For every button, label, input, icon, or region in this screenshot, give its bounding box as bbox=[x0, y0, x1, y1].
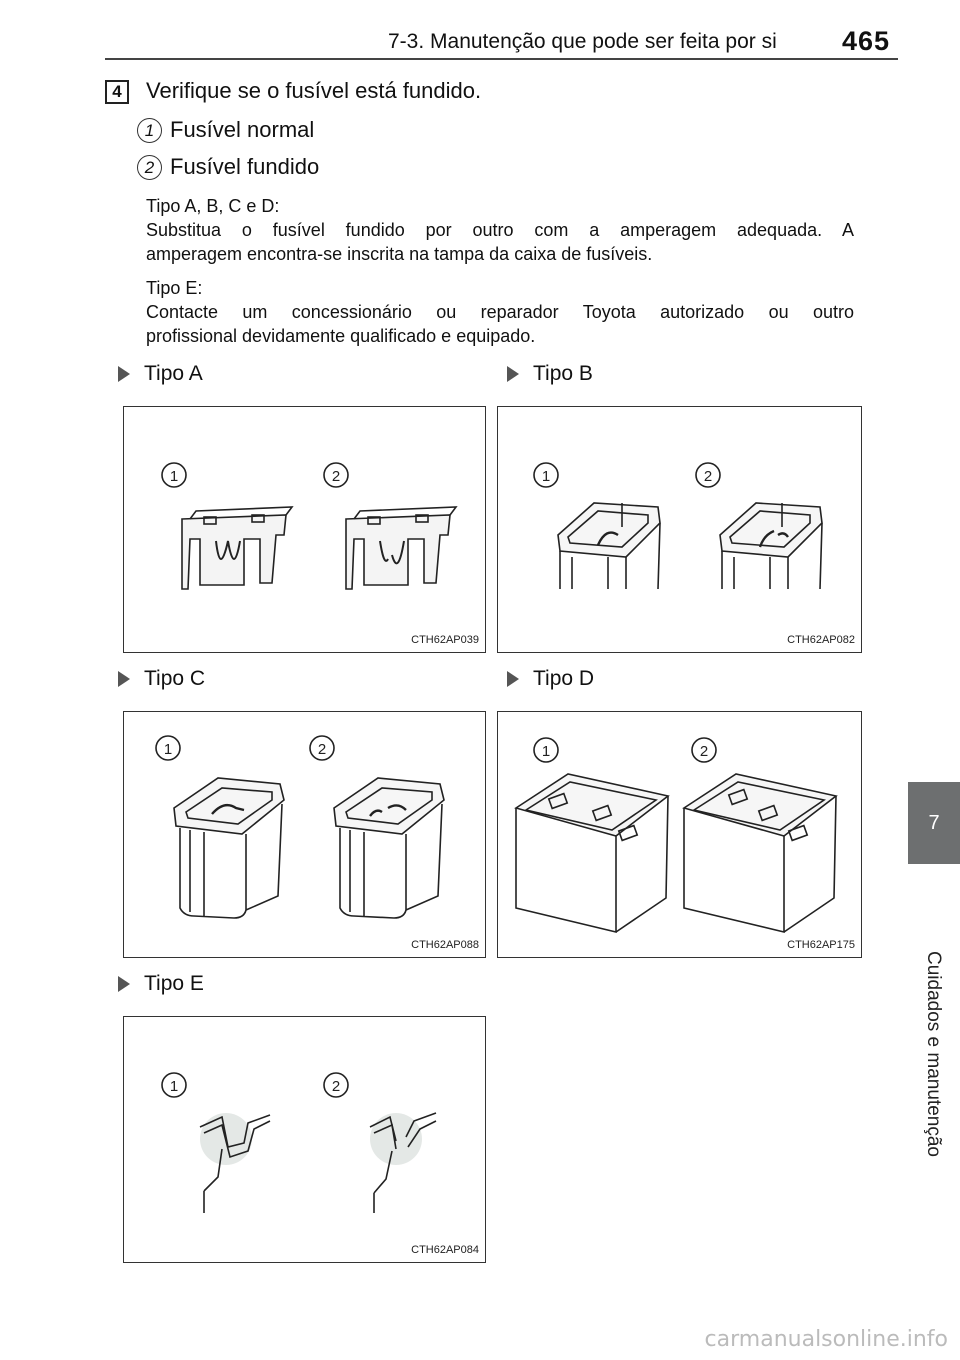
figure-code: CTH62AP175 bbox=[787, 939, 855, 951]
cartridge-fuse-icon bbox=[124, 712, 486, 958]
chapter-number: 7 bbox=[928, 811, 940, 834]
paragraph-line: Tipo E: bbox=[146, 278, 203, 298]
step-number-box: 4 bbox=[105, 80, 129, 104]
triangle-bullet-icon bbox=[118, 366, 130, 382]
fuse-label-2: 2 bbox=[317, 741, 327, 758]
heading-text: Tipo D bbox=[533, 667, 595, 690]
cartridge-fuse-icon bbox=[498, 407, 862, 653]
paragraph-line: Tipo A, B, C e D: bbox=[146, 196, 280, 216]
fuse-label-2: 2 bbox=[699, 743, 709, 760]
step-title: Verifique se o fusível está fundido. bbox=[146, 78, 482, 103]
paragraph-line: Substitua o fusível fundido por outro com a amperagem adequada. A bbox=[146, 220, 854, 240]
blade-fuse-icon bbox=[124, 407, 486, 653]
fuse-label-1: 1 bbox=[541, 468, 551, 485]
figure-tipo-a bbox=[123, 406, 486, 653]
heading-text: Tipo B bbox=[533, 362, 593, 385]
heading-tipo-c bbox=[118, 667, 205, 691]
heading-text: Tipo C bbox=[144, 667, 206, 690]
figure-code: CTH62AP039 bbox=[411, 634, 479, 646]
heading-text: Tipo E bbox=[144, 972, 204, 995]
fuse-label-2: 2 bbox=[331, 1078, 341, 1095]
triangle-bullet-icon bbox=[118, 976, 130, 992]
triangle-bullet-icon bbox=[507, 671, 519, 687]
paragraph-line: Contacte um concessionário ou reparador Toyota autorizado ou outro bbox=[146, 302, 854, 322]
paragraph-line: profissional devidamente qualificado e equipado. bbox=[146, 326, 536, 346]
heading-tipo-d bbox=[507, 667, 594, 691]
page-number: 465 bbox=[842, 26, 891, 56]
fuse-label-1: 1 bbox=[169, 468, 179, 485]
fuse-label-1: 1 bbox=[163, 741, 173, 758]
paragraph-type-e bbox=[146, 276, 854, 348]
chapter-label: Cuidados e manutenção bbox=[923, 951, 944, 1157]
header-rule bbox=[105, 58, 898, 60]
figure-code: CTH62AP084 bbox=[411, 1244, 479, 1256]
item-number-2: 2 bbox=[137, 155, 162, 180]
triangle-bullet-icon bbox=[118, 671, 130, 687]
paragraph-types-abcd bbox=[146, 194, 854, 266]
chapter-tab[interactable] bbox=[908, 782, 960, 864]
triangle-bullet-icon bbox=[507, 366, 519, 382]
heading-text: Tipo A bbox=[144, 362, 203, 385]
heading-tipo-a bbox=[118, 362, 203, 386]
item-label-blown-fuse: Fusível fundido bbox=[170, 154, 320, 179]
fusible-link-icon bbox=[124, 1017, 486, 1263]
figure-tipo-d bbox=[497, 711, 862, 958]
section-title: 7-3. Manutenção que pode ser feita por si bbox=[388, 30, 777, 53]
fuse-label-1: 1 bbox=[169, 1078, 179, 1095]
figure-code: CTH62AP088 bbox=[411, 939, 479, 951]
fuse-label-1: 1 bbox=[541, 743, 551, 760]
watermark: carmanualsonline.info bbox=[704, 1327, 948, 1352]
paragraph-line: amperagem encontra-se inscrita na tampa da caixa de fusíveis. bbox=[146, 244, 653, 264]
figure-code: CTH62AP082 bbox=[787, 634, 855, 646]
figure-tipo-c bbox=[123, 711, 486, 958]
item-number-1: 1 bbox=[137, 118, 162, 143]
fuse-label-2: 2 bbox=[331, 468, 341, 485]
item-label-normal-fuse: Fusível normal bbox=[170, 117, 315, 142]
figure-tipo-b bbox=[497, 406, 862, 653]
fuse-label-2: 2 bbox=[703, 468, 713, 485]
heading-tipo-e bbox=[118, 972, 204, 996]
heading-tipo-b bbox=[507, 362, 593, 386]
box-fuse-icon bbox=[498, 712, 862, 958]
figure-tipo-e bbox=[123, 1016, 486, 1263]
